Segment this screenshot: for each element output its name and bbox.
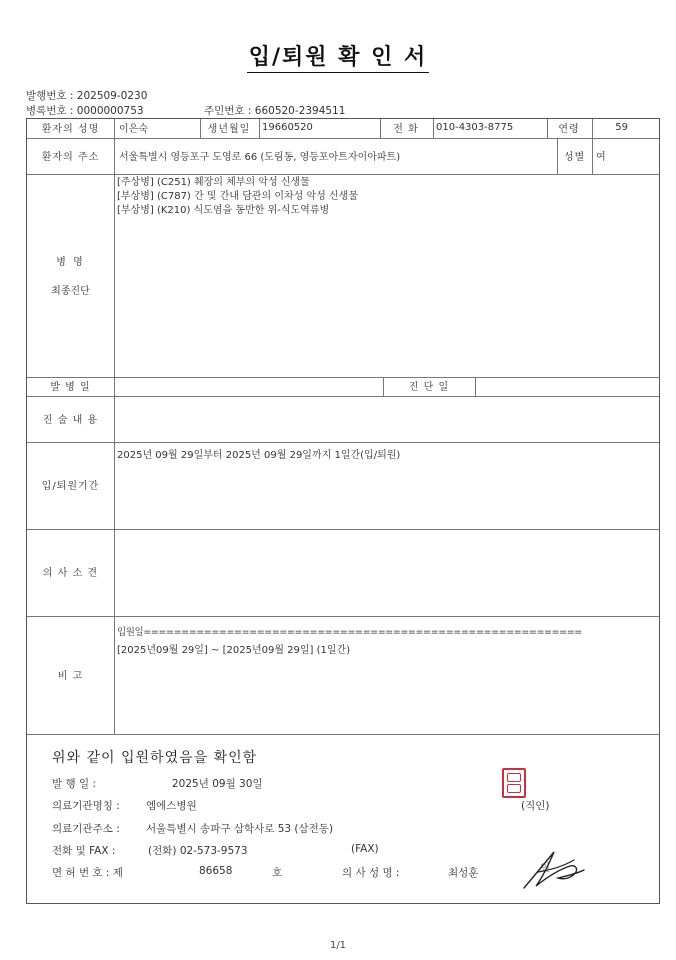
diagnosis-date-value [478, 376, 658, 395]
remarks-line1: 입원일========================================================== [117, 627, 582, 638]
diagnosis-item: [부상병] (C787) 간 및 간내 담관의 이차성 악성 신생물 [117, 191, 358, 202]
license-suffix: 호 [272, 867, 283, 879]
sex-value: 여 [596, 151, 606, 163]
period-label: 입/퇴원기간 [41, 481, 100, 492]
treatment-value [119, 395, 649, 441]
doctor-name-label: 의 사 성 명 : [342, 867, 400, 879]
issue-date-label: 발 행 일 : [52, 778, 96, 790]
birth-date: 19660520 [262, 122, 313, 133]
diagnosis-label-line1: 병 명 [56, 256, 85, 268]
seal-label: (직인) [521, 800, 550, 812]
seal-mark: 인 [540, 862, 551, 874]
page-number: 1/1 [329, 940, 347, 951]
age-label: 연령 [558, 124, 580, 135]
period-text: 2025년 09월 29일부터 2025년 09월 29일까지 1일간(입/퇴원) [117, 450, 401, 461]
sex-label: 성별 [563, 151, 586, 163]
phone-fax-label: 전화 및 FAX : [52, 845, 116, 857]
doctor-signature [518, 842, 590, 894]
hospital-phone: (전화) 02-573-9573 [148, 845, 248, 857]
license-label: 면 허 번 호 : 제 [52, 867, 123, 879]
resident-number: 주민번호 : 660520-2394511 [204, 105, 346, 117]
diagnosis-label-line2: 최종진단 [51, 285, 90, 297]
doctor-name: 최성훈 [448, 867, 479, 879]
certificate-table [26, 118, 660, 904]
remarks-label: 비 고 [57, 670, 84, 682]
hospital-seal-stamp [502, 768, 526, 798]
hospital-address: 서울특별시 송파구 삼학사로 53 (삼전동) [146, 823, 334, 835]
hospital-name: 엠에스병원 [146, 800, 197, 812]
patient-name: 이은숙 [119, 124, 148, 135]
phone-number: 010-4303-8775 [436, 122, 514, 133]
hospital-fax: (FAX) [351, 843, 379, 855]
diagnosis-item: [주상병] (C251) 췌장의 체부의 악성 신생물 [117, 177, 310, 188]
opinion-label: 의 사 소 견 [42, 568, 99, 579]
opinion-value [119, 528, 649, 615]
treatment-label: 진 술 내 용 [42, 414, 99, 426]
record-number: 병록번호 : 0000000753 [26, 105, 144, 117]
birth-date-label: 생년월일 [207, 124, 251, 135]
age-value: 59 [615, 122, 628, 133]
diagnosis-label [27, 173, 114, 376]
issue-date: 2025년 09월 30일 [172, 778, 263, 790]
document-title: 입/퇴원 확 인 서 [0, 40, 676, 71]
remarks-line2: [2025년09월 29일] ~ [2025년09월 29일] (1일간) [117, 645, 351, 656]
diagnosis-date-label: 진 단 일 [408, 382, 450, 393]
phone-label: 전 화 [393, 124, 419, 135]
diagnosis-list [117, 176, 358, 218]
address-label: 환자의 주소 [41, 151, 100, 163]
patient-address: 서울특별시 영등포구 도영로 66 (도림동, 영등포아트자이아파트) [119, 151, 401, 163]
diagnosis-item: [부상병] (K210) 식도염을 동반한 위-식도역류병 [117, 205, 330, 216]
license-number: 86658 [199, 865, 233, 877]
onset-date-label: 발 병 일 [50, 382, 91, 393]
confirmation-statement: 위와 같이 입원하였음을 확인함 [52, 750, 258, 766]
onset-date-value [119, 376, 379, 395]
hospital-name-label: 의료기관명칭 : [52, 800, 120, 812]
hospital-address-label: 의료기관주소 : [52, 823, 120, 835]
patient-name-label: 환자의 성명 [41, 124, 100, 135]
issue-number: 발행번호 : 202509-0230 [26, 90, 148, 102]
